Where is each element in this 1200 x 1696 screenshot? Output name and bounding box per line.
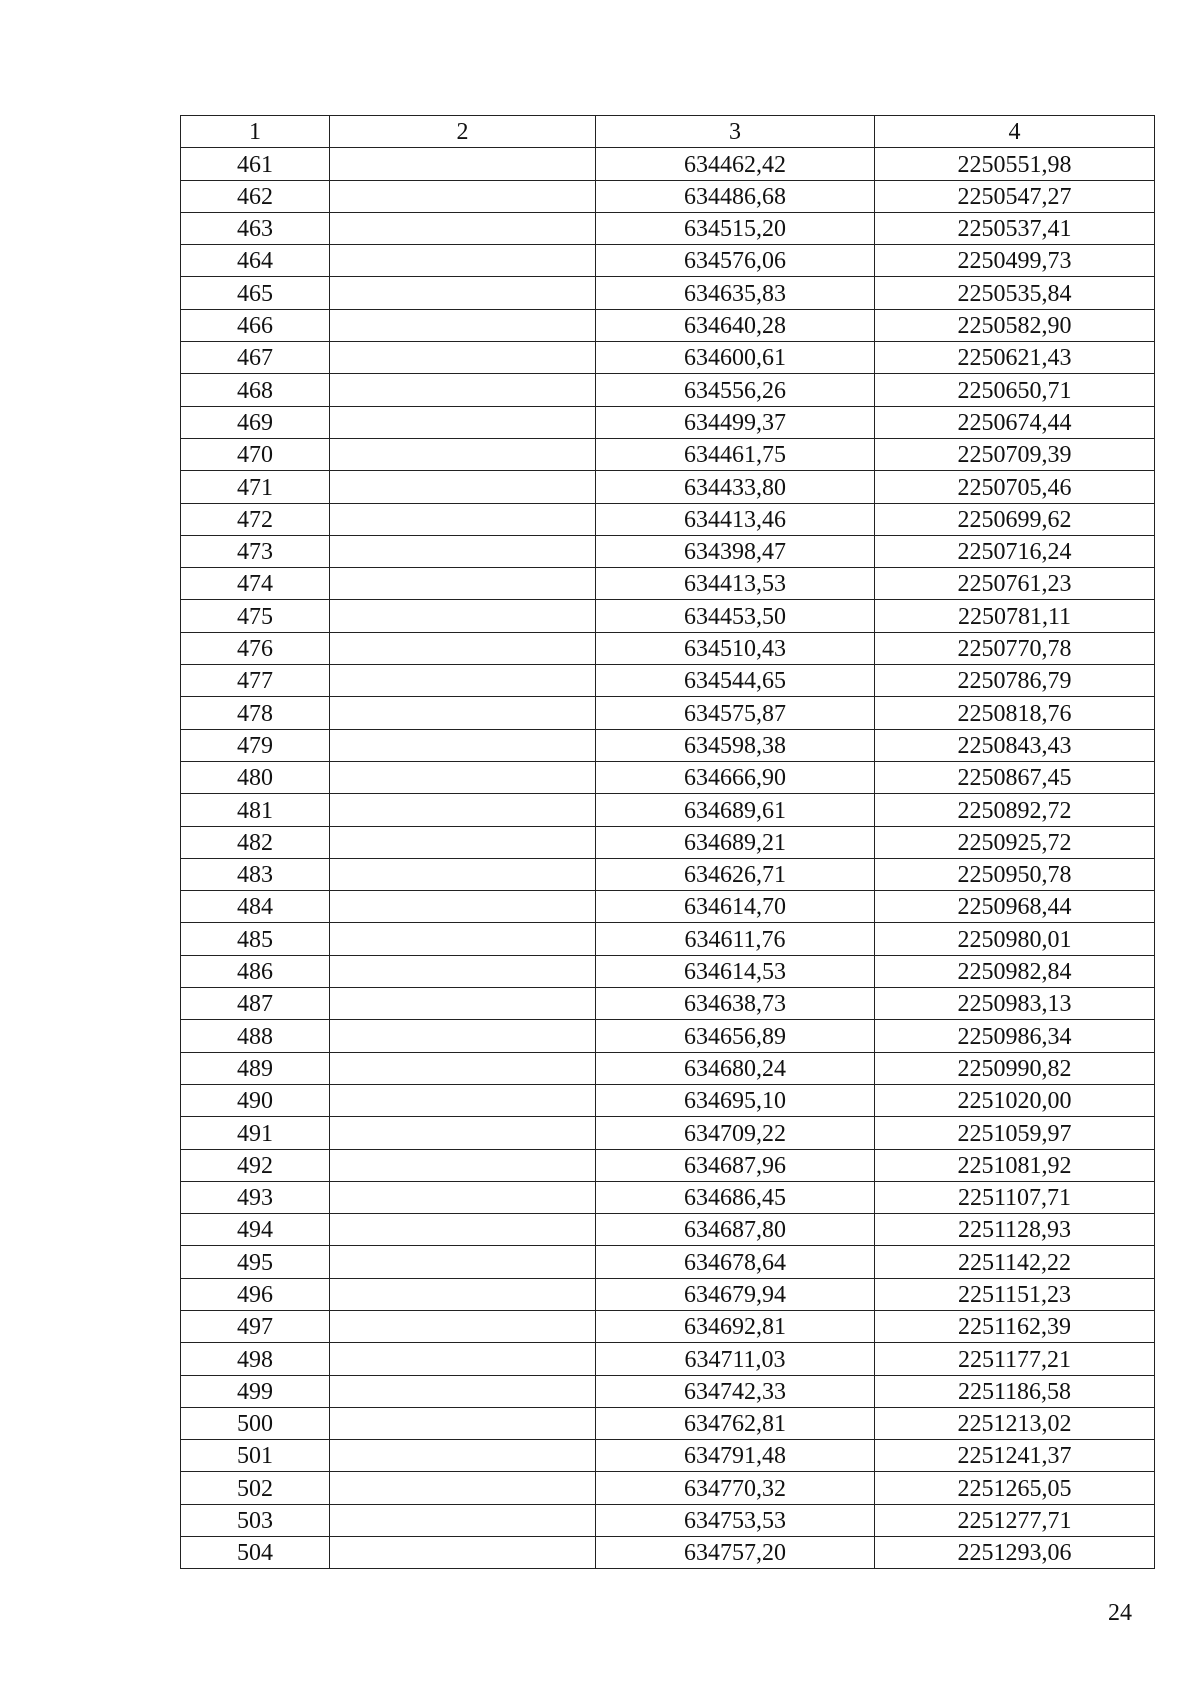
table-row <box>181 1149 1155 1181</box>
table-row <box>181 1407 1155 1439</box>
x-coordinate-cell: 634600,61 <box>596 342 875 374</box>
description-cell <box>330 1020 596 1052</box>
y-coordinate-cell: 2251265,05 <box>875 1472 1155 1504</box>
y-coordinate-cell: 2251186,58 <box>875 1375 1155 1407</box>
y-coordinate-cell: 2250770,78 <box>875 632 1155 664</box>
description-cell <box>330 1472 596 1504</box>
description-cell <box>330 697 596 729</box>
table-row <box>181 342 1155 374</box>
description-cell <box>330 794 596 826</box>
y-coordinate-cell: 2250499,73 <box>875 245 1155 277</box>
point-number-cell: 461 <box>181 148 330 180</box>
point-number-cell: 486 <box>181 955 330 987</box>
x-coordinate-cell: 634757,20 <box>596 1537 875 1569</box>
y-coordinate-cell: 2250983,13 <box>875 988 1155 1020</box>
x-coordinate-cell: 634689,61 <box>596 794 875 826</box>
y-coordinate-cell: 2250867,45 <box>875 761 1155 793</box>
table-row <box>181 438 1155 470</box>
y-coordinate-cell: 2250761,23 <box>875 568 1155 600</box>
description-cell <box>330 665 596 697</box>
y-coordinate-cell: 2250547,27 <box>875 180 1155 212</box>
table-row <box>181 212 1155 244</box>
table-header-row <box>181 116 1155 148</box>
description-cell <box>330 1407 596 1439</box>
description-cell <box>330 374 596 406</box>
point-number-cell: 493 <box>181 1181 330 1213</box>
table-row <box>181 1504 1155 1536</box>
y-coordinate-cell: 2250551,98 <box>875 148 1155 180</box>
description-cell <box>330 1440 596 1472</box>
point-number-cell: 503 <box>181 1504 330 1536</box>
x-coordinate-cell: 634638,73 <box>596 988 875 1020</box>
description-cell <box>330 1537 596 1569</box>
coordinates-table <box>180 115 1155 1569</box>
table-row <box>181 1278 1155 1310</box>
point-number-cell: 489 <box>181 1052 330 1084</box>
x-coordinate-cell: 634709,22 <box>596 1117 875 1149</box>
y-coordinate-cell: 2250621,43 <box>875 342 1155 374</box>
y-coordinate-cell: 2251162,39 <box>875 1310 1155 1342</box>
description-cell <box>330 858 596 890</box>
x-coordinate-cell: 634711,03 <box>596 1343 875 1375</box>
description-cell <box>330 729 596 761</box>
description-cell <box>330 632 596 664</box>
description-cell <box>330 988 596 1020</box>
table-row <box>181 180 1155 212</box>
table-row <box>181 148 1155 180</box>
table-row <box>181 761 1155 793</box>
table-row <box>181 406 1155 438</box>
x-coordinate-cell: 634656,89 <box>596 1020 875 1052</box>
table-row <box>181 988 1155 1020</box>
y-coordinate-cell: 2250582,90 <box>875 309 1155 341</box>
x-coordinate-cell: 634510,43 <box>596 632 875 664</box>
description-cell <box>330 1084 596 1116</box>
table-row <box>181 1117 1155 1149</box>
description-cell <box>330 309 596 341</box>
point-number-cell: 483 <box>181 858 330 890</box>
point-number-cell: 497 <box>181 1310 330 1342</box>
point-number-cell: 476 <box>181 632 330 664</box>
y-coordinate-cell: 2251142,22 <box>875 1246 1155 1278</box>
point-number-cell: 504 <box>181 1537 330 1569</box>
y-coordinate-cell: 2250986,34 <box>875 1020 1155 1052</box>
point-number-cell: 480 <box>181 761 330 793</box>
point-number-cell: 494 <box>181 1214 330 1246</box>
x-coordinate-cell: 634413,46 <box>596 503 875 535</box>
y-coordinate-cell: 2250892,72 <box>875 794 1155 826</box>
point-number-cell: 492 <box>181 1149 330 1181</box>
point-number-cell: 500 <box>181 1407 330 1439</box>
x-coordinate-cell: 634461,75 <box>596 438 875 470</box>
description-cell <box>330 1214 596 1246</box>
description-cell <box>330 471 596 503</box>
x-coordinate-cell: 634770,32 <box>596 1472 875 1504</box>
description-cell <box>330 568 596 600</box>
table-row <box>181 697 1155 729</box>
x-coordinate-cell: 634687,80 <box>596 1214 875 1246</box>
y-coordinate-cell: 2250980,01 <box>875 923 1155 955</box>
y-coordinate-cell: 2250818,76 <box>875 697 1155 729</box>
point-number-cell: 499 <box>181 1375 330 1407</box>
description-cell <box>330 761 596 793</box>
table-row <box>181 535 1155 567</box>
x-coordinate-cell: 634611,76 <box>596 923 875 955</box>
x-coordinate-cell: 634626,71 <box>596 858 875 890</box>
table-row <box>181 826 1155 858</box>
x-coordinate-cell: 634486,68 <box>596 180 875 212</box>
description-cell <box>330 923 596 955</box>
x-coordinate-cell: 634433,80 <box>596 471 875 503</box>
x-coordinate-cell: 634762,81 <box>596 1407 875 1439</box>
table-row <box>181 600 1155 632</box>
table-row <box>181 794 1155 826</box>
point-number-cell: 487 <box>181 988 330 1020</box>
point-number-cell: 490 <box>181 1084 330 1116</box>
x-coordinate-cell: 634742,33 <box>596 1375 875 1407</box>
point-number-cell: 484 <box>181 891 330 923</box>
y-coordinate-cell: 2251151,23 <box>875 1278 1155 1310</box>
point-number-cell: 501 <box>181 1440 330 1472</box>
point-number-cell: 478 <box>181 697 330 729</box>
x-coordinate-cell: 634678,64 <box>596 1246 875 1278</box>
table-row <box>181 1214 1155 1246</box>
description-cell <box>330 1246 596 1278</box>
y-coordinate-cell: 2250709,39 <box>875 438 1155 470</box>
description-cell <box>330 342 596 374</box>
point-number-cell: 495 <box>181 1246 330 1278</box>
x-coordinate-cell: 634598,38 <box>596 729 875 761</box>
description-cell <box>330 1181 596 1213</box>
table-row <box>181 471 1155 503</box>
table-row <box>181 1343 1155 1375</box>
y-coordinate-cell: 2250716,24 <box>875 535 1155 567</box>
table-row <box>181 1181 1155 1213</box>
table-row <box>181 632 1155 664</box>
point-number-cell: 482 <box>181 826 330 858</box>
point-number-cell: 485 <box>181 923 330 955</box>
point-number-cell: 498 <box>181 1343 330 1375</box>
x-coordinate-cell: 634398,47 <box>596 535 875 567</box>
x-coordinate-cell: 634687,96 <box>596 1149 875 1181</box>
x-coordinate-cell: 634753,53 <box>596 1504 875 1536</box>
description-cell <box>330 1375 596 1407</box>
coordinates-table-body <box>181 116 1155 1569</box>
column-header-3: 3 <box>596 116 875 148</box>
description-cell <box>330 1504 596 1536</box>
x-coordinate-cell: 634791,48 <box>596 1440 875 1472</box>
table-row <box>181 1440 1155 1472</box>
y-coordinate-cell: 2251128,93 <box>875 1214 1155 1246</box>
description-cell <box>330 1052 596 1084</box>
description-cell <box>330 245 596 277</box>
column-header-2: 2 <box>330 116 596 148</box>
table-row <box>181 1020 1155 1052</box>
column-header-4: 4 <box>875 116 1155 148</box>
x-coordinate-cell: 634614,70 <box>596 891 875 923</box>
x-coordinate-cell: 634515,20 <box>596 212 875 244</box>
x-coordinate-cell: 634680,24 <box>596 1052 875 1084</box>
description-cell <box>330 955 596 987</box>
table-row <box>181 1472 1155 1504</box>
point-number-cell: 468 <box>181 374 330 406</box>
x-coordinate-cell: 634686,45 <box>596 1181 875 1213</box>
point-number-cell: 488 <box>181 1020 330 1052</box>
description-cell <box>330 600 596 632</box>
point-number-cell: 463 <box>181 212 330 244</box>
table-row <box>181 665 1155 697</box>
point-number-cell: 479 <box>181 729 330 761</box>
description-cell <box>330 503 596 535</box>
table-row <box>181 955 1155 987</box>
description-cell <box>330 891 596 923</box>
x-coordinate-cell: 634666,90 <box>596 761 875 793</box>
description-cell <box>330 1149 596 1181</box>
x-coordinate-cell: 634635,83 <box>596 277 875 309</box>
table-row <box>181 1084 1155 1116</box>
x-coordinate-cell: 634640,28 <box>596 309 875 341</box>
y-coordinate-cell: 2250925,72 <box>875 826 1155 858</box>
table-row <box>181 1310 1155 1342</box>
y-coordinate-cell: 2251081,92 <box>875 1149 1155 1181</box>
y-coordinate-cell: 2250990,82 <box>875 1052 1155 1084</box>
point-number-cell: 496 <box>181 1278 330 1310</box>
y-coordinate-cell: 2250968,44 <box>875 891 1155 923</box>
y-coordinate-cell: 2250982,84 <box>875 955 1155 987</box>
y-coordinate-cell: 2250781,11 <box>875 600 1155 632</box>
y-coordinate-cell: 2251213,02 <box>875 1407 1155 1439</box>
point-number-cell: 471 <box>181 471 330 503</box>
page-number: 24 <box>1108 1600 1132 1626</box>
y-coordinate-cell: 2251020,00 <box>875 1084 1155 1116</box>
y-coordinate-cell: 2250537,41 <box>875 212 1155 244</box>
y-coordinate-cell: 2250705,46 <box>875 471 1155 503</box>
y-coordinate-cell: 2251277,71 <box>875 1504 1155 1536</box>
description-cell <box>330 1278 596 1310</box>
table-row <box>181 245 1155 277</box>
x-coordinate-cell: 634692,81 <box>596 1310 875 1342</box>
table-row <box>181 1052 1155 1084</box>
description-cell <box>330 277 596 309</box>
point-number-cell: 474 <box>181 568 330 600</box>
description-cell <box>330 406 596 438</box>
table-row <box>181 1537 1155 1569</box>
table-row <box>181 503 1155 535</box>
point-number-cell: 467 <box>181 342 330 374</box>
x-coordinate-cell: 634499,37 <box>596 406 875 438</box>
y-coordinate-cell: 2250535,84 <box>875 277 1155 309</box>
description-cell <box>330 1117 596 1149</box>
point-number-cell: 473 <box>181 535 330 567</box>
y-coordinate-cell: 2250950,78 <box>875 858 1155 890</box>
y-coordinate-cell: 2251177,21 <box>875 1343 1155 1375</box>
table-row <box>181 891 1155 923</box>
table-row <box>181 1246 1155 1278</box>
x-coordinate-cell: 634614,53 <box>596 955 875 987</box>
x-coordinate-cell: 634689,21 <box>596 826 875 858</box>
table-row <box>181 1375 1155 1407</box>
x-coordinate-cell: 634462,42 <box>596 148 875 180</box>
point-number-cell: 475 <box>181 600 330 632</box>
point-number-cell: 469 <box>181 406 330 438</box>
description-cell <box>330 1310 596 1342</box>
point-number-cell: 462 <box>181 180 330 212</box>
point-number-cell: 477 <box>181 665 330 697</box>
point-number-cell: 470 <box>181 438 330 470</box>
table-row <box>181 374 1155 406</box>
x-coordinate-cell: 634695,10 <box>596 1084 875 1116</box>
column-header-1: 1 <box>181 116 330 148</box>
table-row <box>181 309 1155 341</box>
x-coordinate-cell: 634575,87 <box>596 697 875 729</box>
x-coordinate-cell: 634576,06 <box>596 245 875 277</box>
y-coordinate-cell: 2251059,97 <box>875 1117 1155 1149</box>
point-number-cell: 502 <box>181 1472 330 1504</box>
point-number-cell: 465 <box>181 277 330 309</box>
description-cell <box>330 1343 596 1375</box>
description-cell <box>330 180 596 212</box>
y-coordinate-cell: 2250786,79 <box>875 665 1155 697</box>
y-coordinate-cell: 2251107,71 <box>875 1181 1155 1213</box>
y-coordinate-cell: 2250843,43 <box>875 729 1155 761</box>
point-number-cell: 481 <box>181 794 330 826</box>
y-coordinate-cell: 2251293,06 <box>875 1537 1155 1569</box>
description-cell <box>330 148 596 180</box>
table-row <box>181 568 1155 600</box>
description-cell <box>330 535 596 567</box>
table-row <box>181 923 1155 955</box>
table-row <box>181 858 1155 890</box>
x-coordinate-cell: 634453,50 <box>596 600 875 632</box>
description-cell <box>330 438 596 470</box>
x-coordinate-cell: 634679,94 <box>596 1278 875 1310</box>
point-number-cell: 491 <box>181 1117 330 1149</box>
y-coordinate-cell: 2250650,71 <box>875 374 1155 406</box>
description-cell <box>330 212 596 244</box>
table-row <box>181 277 1155 309</box>
point-number-cell: 464 <box>181 245 330 277</box>
x-coordinate-cell: 634544,65 <box>596 665 875 697</box>
x-coordinate-cell: 634556,26 <box>596 374 875 406</box>
table-row <box>181 729 1155 761</box>
description-cell <box>330 826 596 858</box>
point-number-cell: 472 <box>181 503 330 535</box>
y-coordinate-cell: 2251241,37 <box>875 1440 1155 1472</box>
x-coordinate-cell: 634413,53 <box>596 568 875 600</box>
point-number-cell: 466 <box>181 309 330 341</box>
y-coordinate-cell: 2250674,44 <box>875 406 1155 438</box>
y-coordinate-cell: 2250699,62 <box>875 503 1155 535</box>
